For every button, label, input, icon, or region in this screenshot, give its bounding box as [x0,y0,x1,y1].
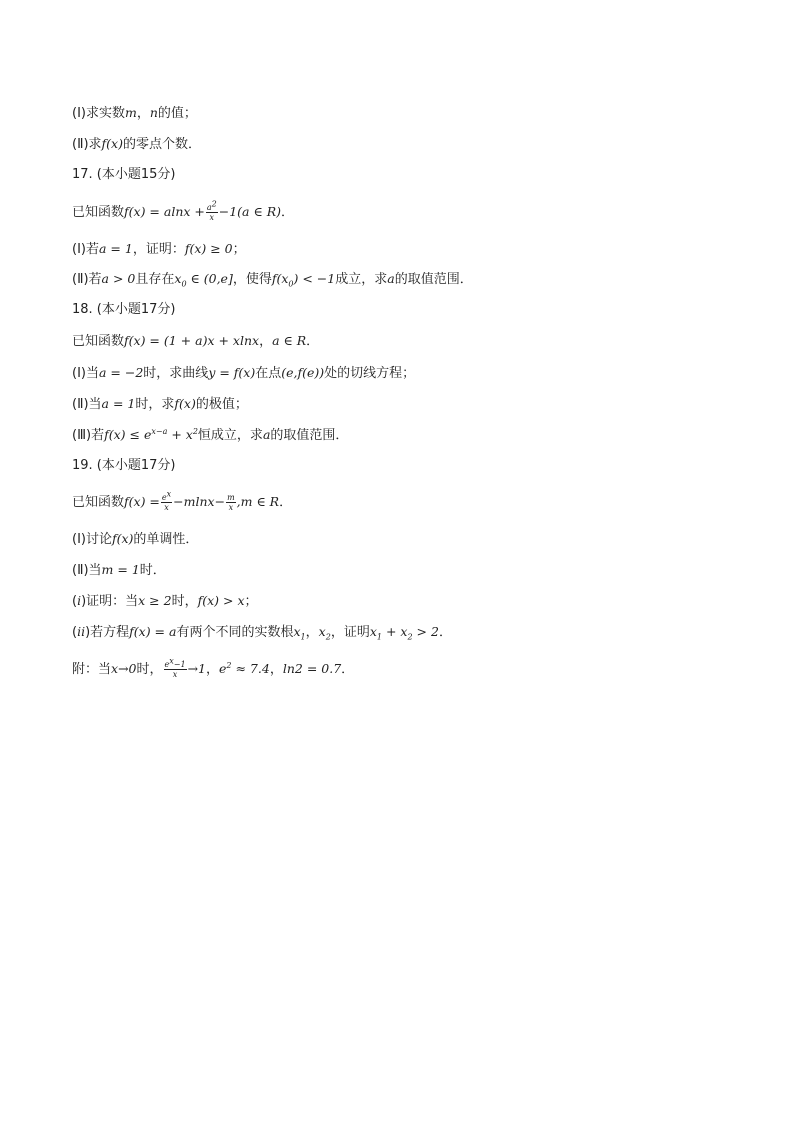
denominator: x [172,670,178,679]
math: ,m ∈ R [236,494,280,509]
math: a = −2 [98,365,144,380]
q18-part2 [72,395,248,414]
numerator: e [161,493,167,502]
text: 的单调性． [133,532,199,547]
text: 时． [139,563,166,578]
superscript: 2 [226,660,232,670]
math: a [262,427,271,442]
text: 已知函数 [72,205,125,220]
text: 的取值范围． [270,428,349,443]
numerator: a [206,203,212,212]
superscript: 2 [192,426,198,436]
math: (e,f(e)) [281,365,325,380]
math: n [149,105,158,120]
text: 的取值范围． [394,272,473,287]
text: 已知函数 [72,495,125,510]
text: ； [232,242,246,257]
text: 成立，求 [335,272,388,287]
text: 的极值； [195,397,248,412]
subscript: 0 [288,279,294,289]
q16-part2 [72,135,201,154]
q18-part3 [72,426,348,445]
math: f(x) = alnx + [124,204,205,219]
text: ( [72,594,78,609]
superscript: x−a [151,426,168,436]
text: ， [305,625,319,640]
text: (Ⅲ)若 [72,428,105,443]
math-rest: ≈ 7.4 [231,661,270,676]
subscript: 2 [407,632,413,642]
math: f(x) [101,136,123,151]
question-heading: 18. (本小题17分) [72,302,176,317]
fraction [164,656,187,679]
q19-part2-i [72,592,258,611]
numerator: e [164,660,170,669]
q19-heading [72,457,176,475]
math: −1(a ∈ R) [218,204,281,219]
text: (Ⅰ)讨论 [72,532,112,547]
math: a ∈ R [272,333,307,348]
text: (Ⅱ)当 [72,397,102,412]
subscript: 0 [181,279,187,289]
fraction [226,493,236,512]
text: (Ⅱ)当 [72,563,102,578]
math-var: x [293,624,301,639]
math-var: f(x [271,271,289,286]
text: ， [206,662,220,677]
math-part: f(x) ≤ e [104,427,152,442]
text: 时，求曲线 [143,366,209,381]
q17-part2 [72,270,473,289]
text: (Ⅰ)当 [72,366,99,381]
text: ． [279,495,293,510]
subscript: 1 [300,632,306,642]
math: y = f(x) [208,365,256,380]
denominator: x [164,503,169,512]
question-heading: 19. (本小题17分) [72,458,176,473]
text: 在点 [255,366,282,381]
math-rest: > 2 [412,624,439,639]
fraction [161,489,172,512]
q19-part2 [72,561,166,580]
fraction [206,199,218,222]
text: 附：当 [72,662,112,677]
math: f(x) = a [129,624,177,639]
math-var: x [369,624,377,639]
q18-heading [72,301,176,319]
math-var: e [219,661,227,676]
denominator: x [228,503,234,512]
text: (Ⅱ)求 [72,137,102,152]
text: (Ⅰ)求实数 [72,106,125,121]
math: x→0 [111,661,137,676]
math: a [387,271,395,286]
text: ． [281,205,295,220]
math: i [77,593,82,608]
q18-part1 [72,364,415,383]
text: ， [269,662,283,677]
text: ； [244,594,258,609]
math [271,271,336,289]
text: 处的切线方程； [324,366,416,381]
math: −mlnx− [173,494,226,509]
math: f(x) > x [197,593,245,608]
text: 的零点个数． [122,137,201,152]
math: f(x) [111,531,134,546]
math [104,427,198,442]
appendix-note [72,656,355,679]
text: 的值； [157,106,197,121]
math [318,624,331,642]
question-heading: 17. (本小题15分) [72,167,176,182]
text: ，证明 [330,625,370,640]
math: →1 [187,661,206,676]
text: ，使得 [232,272,272,287]
text: )证明：当 [81,594,139,609]
math: a > 0 [101,271,136,286]
q19-stem [72,489,293,512]
text: 有两个不同的实数根 [176,625,294,640]
math: a = 1 [98,241,133,256]
text: 时， [171,594,198,609]
numerator: m [227,493,235,502]
math: a = 1 [101,396,136,411]
math: x ≥ 2 [138,593,172,608]
text: ． [438,625,452,640]
math: ii [77,624,86,639]
superscript: 2 [211,199,217,209]
text: (Ⅱ)若 [72,272,102,287]
text: 恒成立，求 [197,428,263,443]
q17-stem [72,199,295,222]
math: m [124,105,137,120]
math [219,661,270,676]
text: (Ⅰ)若 [72,242,99,257]
text: ，证明： [132,242,185,257]
math-rest: ) < −1 [293,271,336,286]
text: 已知函数 [72,334,125,349]
math: f(x) = (1 + a)x + xlnx [124,333,260,348]
text: 时，求 [135,397,175,412]
numerator-rest: −1 [173,660,186,669]
subscript: 2 [325,632,331,642]
math: f(x) [174,396,196,411]
math: ln2 = 0.7 [282,661,342,676]
q16-part1 [72,104,197,123]
superscript: x [169,656,174,666]
denominator: x [209,213,215,222]
q19-part2-ii [72,623,452,642]
text: ． [341,662,355,677]
subscript: 1 [376,632,382,642]
q17-part1 [72,240,246,259]
math [369,624,439,642]
math-rest: ∈ (0,e] [186,271,233,286]
q19-part1 [72,530,198,549]
text: 且存在 [135,272,175,287]
text: 时， [136,662,163,677]
math [174,271,233,289]
q18-stem [72,332,319,351]
math-var: + x [381,624,408,639]
math: f(x) = [124,494,160,509]
text: ， [136,106,150,121]
math: f(x) ≥ 0 [184,241,233,256]
text: ． [306,334,320,349]
math-var: x [174,271,182,286]
math: m = 1 [101,562,140,577]
math [293,624,306,642]
superscript: x [166,489,172,499]
text: )若方程 [85,625,130,640]
text: ， [259,334,273,349]
q17-heading [72,166,176,184]
math-var: x [318,624,326,639]
text: ( [72,625,78,640]
math-part: + x [167,427,193,442]
